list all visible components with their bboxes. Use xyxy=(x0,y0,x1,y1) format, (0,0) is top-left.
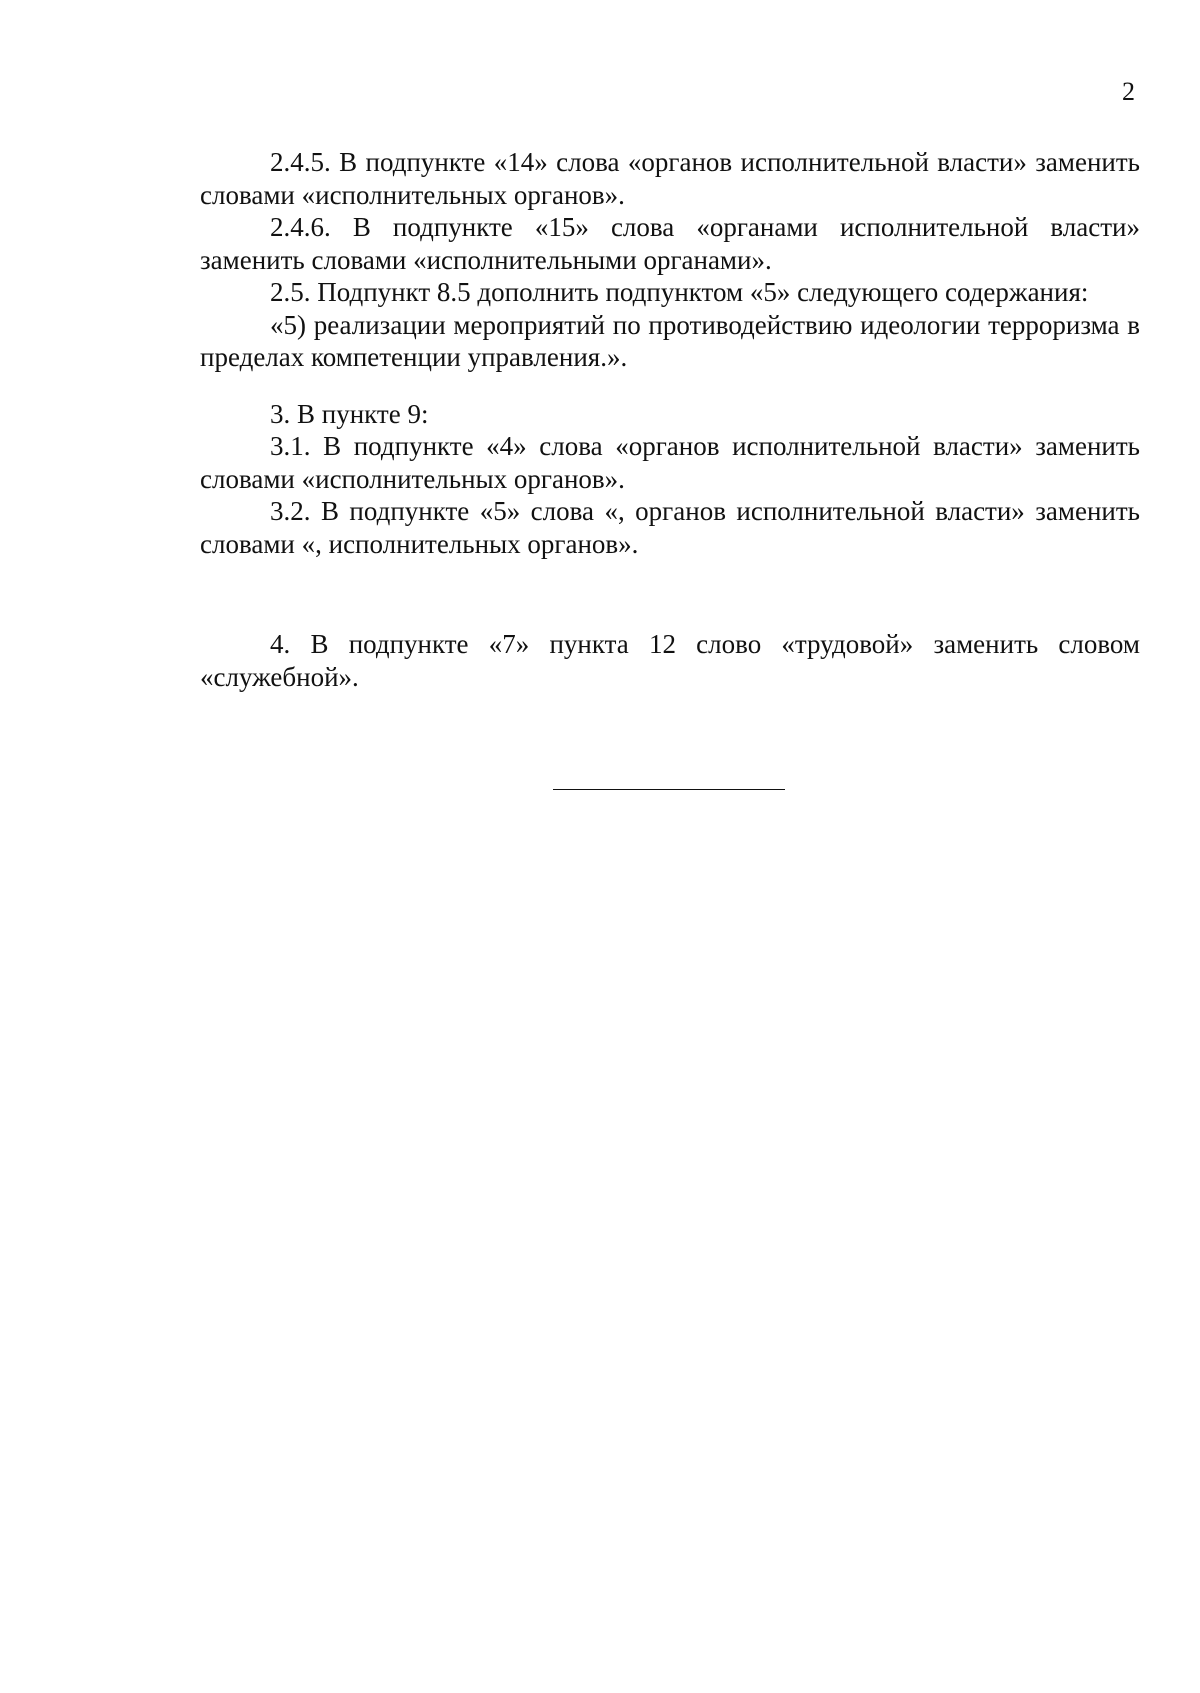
document-body xyxy=(200,146,1140,693)
spacer xyxy=(200,374,1140,398)
spacer xyxy=(200,560,1140,628)
paragraph-4: 4. В подпункте «7» пункта 12 слово «трудовой» заменить словом «служебной». xyxy=(200,629,1140,692)
paragraph-2-4-6: 2.4.6. В подпункте «15» слова «органами исполнительной власти» заменить словами «исполнительными органами». xyxy=(200,212,1140,275)
paragraph-3-2: 3.2. В подпункте «5» слова «, органов исполнительной власти» заменить словами «, исполнительных органов». xyxy=(200,496,1140,559)
paragraph-3: 3. В пункте 9: xyxy=(270,398,429,429)
paragraph-2-5: 2.5. Подпункт 8.5 дополнить подпунктом «5» следующего содержания: xyxy=(270,277,1089,307)
paragraph-3-1: 3.1. В подпункте «4» слова «органов исполнительной власти» заменить словами «исполнительных органов». xyxy=(200,431,1140,494)
paragraph-2-4-5: 2.4.5. В подпункте «14» слова «органов исполнительной власти» заменить словами «исполнительных органов». xyxy=(200,147,1140,210)
end-divider-line xyxy=(553,789,785,790)
paragraph-quote-5: «5) реализации мероприятий по противодействию идеологии терроризма в пределах компетенции управления.». xyxy=(200,309,1140,372)
page-number: 2 xyxy=(1122,77,1135,106)
